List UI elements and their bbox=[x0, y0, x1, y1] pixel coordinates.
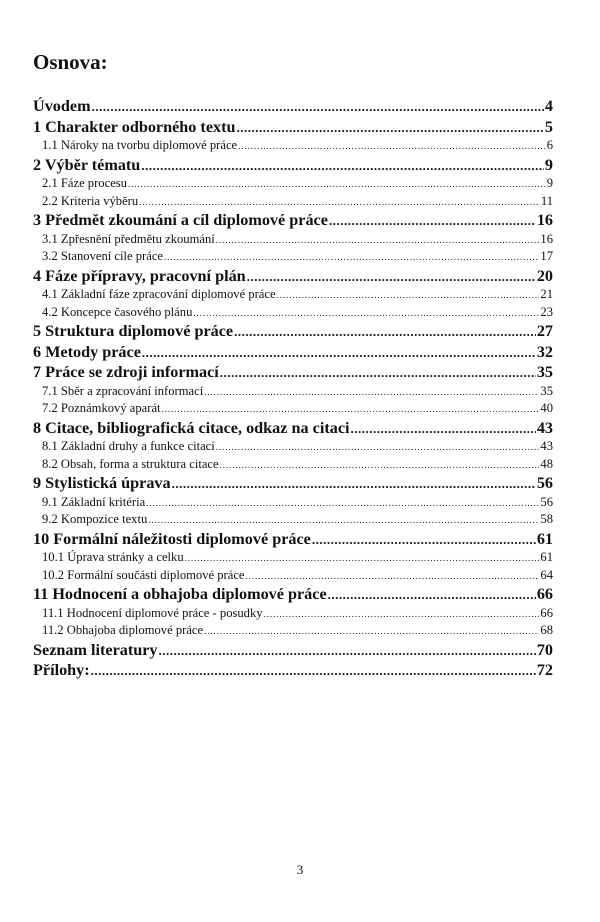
toc-entry-page: 21 bbox=[540, 287, 553, 301]
toc-section-entry bbox=[33, 400, 553, 418]
toc-dot-leader bbox=[277, 286, 540, 305]
toc-dot-leader bbox=[128, 175, 546, 194]
toc-dot-leader bbox=[162, 400, 540, 419]
toc-entry-title: 3.2 Stanovení cíle práce bbox=[42, 249, 163, 263]
toc-chapter-entry bbox=[33, 266, 553, 287]
toc-section-entry bbox=[33, 511, 553, 529]
toc-entry-page: 43 bbox=[540, 439, 553, 453]
toc-section-entry bbox=[33, 137, 553, 155]
toc-entry-title: Přílohy: bbox=[33, 661, 90, 679]
toc-dot-leader bbox=[185, 549, 540, 568]
toc-entry-page: 35 bbox=[540, 383, 553, 398]
toc-entry-page: 58 bbox=[540, 512, 553, 526]
toc-entry-page: 16 bbox=[540, 231, 553, 246]
toc-entry-page: 23 bbox=[540, 304, 553, 319]
toc-dot-leader bbox=[146, 494, 539, 513]
toc-entry-title: 7.1 Sběr a zpracování informací bbox=[42, 383, 204, 398]
toc-entry-title: 8.2 Obsah, forma a struktura citace bbox=[42, 456, 219, 471]
toc-entry-title: 7 Práce se zdroji informací bbox=[33, 363, 219, 381]
page-number: 3 bbox=[296, 862, 304, 877]
toc-entry-page: 56 bbox=[540, 494, 553, 509]
toc-chapter-entry bbox=[33, 96, 553, 117]
toc-entry-title: 1.1 Nároky na tvorbu diplomové práce bbox=[42, 138, 238, 152]
table-of-contents bbox=[33, 96, 553, 681]
toc-entry-page: 9 bbox=[544, 155, 553, 174]
toc-dot-leader bbox=[238, 137, 546, 156]
toc-section-entry bbox=[33, 304, 553, 322]
toc-entry-title: 4 Fáze přípravy, pracovní plán bbox=[33, 266, 246, 285]
toc-dot-leader bbox=[193, 304, 539, 323]
toc-entry-page: 64 bbox=[540, 567, 553, 582]
toc-entry-page: 66 bbox=[536, 585, 553, 603]
toc-entry-page: 20 bbox=[536, 266, 553, 285]
toc-section-entry bbox=[33, 231, 553, 249]
toc-dot-leader bbox=[142, 342, 536, 364]
toc-entry-title: 9 Stylistická úprava bbox=[33, 474, 171, 492]
toc-chapter-entry bbox=[33, 342, 553, 363]
toc-entry-title: 3.1 Zpřesnění předmětu zkoumání bbox=[42, 231, 215, 246]
toc-dot-leader bbox=[220, 362, 536, 384]
toc-dot-leader bbox=[220, 456, 540, 475]
toc-entry-title: 10.1 Úprava stránky a celku bbox=[42, 550, 184, 564]
toc-entry-page: 4 bbox=[544, 97, 553, 115]
toc-section-entry bbox=[33, 248, 553, 266]
toc-dot-leader bbox=[139, 193, 540, 212]
toc-entry-title: 5 Struktura diplomové práce bbox=[33, 322, 234, 340]
toc-entry-title: 2 Výběr tématu bbox=[33, 155, 141, 174]
toc-chapter-entry bbox=[33, 640, 553, 661]
toc-chapter-entry bbox=[33, 210, 553, 231]
toc-dot-leader bbox=[312, 529, 536, 551]
toc-section-entry bbox=[33, 383, 553, 401]
toc-entry-page: 40 bbox=[540, 401, 553, 415]
toc-entry-page: 66 bbox=[540, 605, 553, 620]
toc-chapter-entry bbox=[33, 473, 553, 494]
toc-dot-leader bbox=[328, 584, 536, 606]
toc-entry-page: 72 bbox=[536, 661, 553, 679]
toc-entry-page: 35 bbox=[536, 363, 553, 381]
toc-entry-title: 9.2 Kompozice textu bbox=[42, 512, 148, 526]
toc-dot-leader bbox=[351, 418, 536, 440]
toc-entry-page: 16 bbox=[536, 211, 553, 229]
toc-dot-leader bbox=[246, 567, 540, 586]
toc-entry-page: 61 bbox=[540, 550, 553, 564]
toc-dot-leader bbox=[92, 96, 544, 118]
toc-section-entry bbox=[33, 605, 553, 623]
toc-entry-title: 10 Formální náležitosti diplomové práce bbox=[33, 529, 311, 548]
toc-entry-title: 11 Hodnocení a obhajoba diplomové práce bbox=[33, 585, 327, 603]
toc-dot-leader bbox=[141, 155, 544, 177]
toc-dot-leader bbox=[172, 473, 536, 495]
toc-dot-leader bbox=[264, 605, 540, 624]
toc-entry-title: 2.2 Kriteria výběru bbox=[42, 193, 139, 208]
toc-entry-page: 32 bbox=[536, 342, 553, 361]
toc-entry-title: 8.1 Základní druhy a funkce citací bbox=[42, 439, 215, 453]
toc-entry-page: 70 bbox=[536, 640, 553, 659]
toc-entry-page: 68 bbox=[540, 623, 553, 637]
toc-chapter-entry bbox=[33, 584, 553, 605]
toc-section-entry bbox=[33, 456, 553, 474]
toc-chapter-entry bbox=[33, 362, 553, 383]
toc-dot-leader bbox=[204, 622, 539, 641]
toc-entry-title: 7.2 Poznámkový aparát bbox=[42, 401, 161, 415]
toc-section-entry bbox=[33, 286, 553, 304]
toc-entry-page: 5 bbox=[544, 117, 553, 136]
toc-entry-page: 27 bbox=[536, 322, 553, 340]
toc-entry-title: 2.1 Fáze procesu bbox=[42, 176, 127, 190]
toc-section-entry bbox=[33, 622, 553, 640]
toc-entry-page: 6 bbox=[546, 138, 553, 152]
toc-dot-leader bbox=[216, 231, 540, 250]
toc-entry-title: 6 Metody práce bbox=[33, 342, 141, 361]
toc-dot-leader bbox=[247, 266, 536, 288]
toc-entry-title: 11.2 Obhajoba diplomové práce bbox=[42, 623, 204, 637]
toc-entry-title: 9.1 Základní kritéria bbox=[42, 494, 146, 509]
toc-dot-leader bbox=[329, 210, 536, 232]
toc-entry-title: 3 Předmět zkoumání a cíl diplomové práce bbox=[33, 211, 328, 229]
toc-dot-leader bbox=[237, 117, 544, 139]
toc-entry-page: 61 bbox=[536, 529, 553, 548]
toc-section-entry bbox=[33, 175, 553, 193]
toc-section-entry bbox=[33, 567, 553, 585]
toc-entry-title: 8 Citace, bibliografická citace, odkaz na citaci bbox=[33, 418, 350, 437]
toc-entry-title: 4.2 Koncepce časového plánu bbox=[42, 304, 193, 319]
toc-dot-leader bbox=[159, 640, 536, 662]
toc-dot-leader bbox=[204, 383, 539, 402]
toc-section-entry bbox=[33, 494, 553, 512]
toc-entry-title: 1 Charakter odborného textu bbox=[33, 117, 236, 136]
toc-entry-page: 11 bbox=[540, 193, 553, 208]
toc-entry-page: 43 bbox=[536, 418, 553, 437]
toc-chapter-entry bbox=[33, 660, 553, 681]
toc-entry-page: 56 bbox=[536, 474, 553, 492]
toc-dot-leader bbox=[91, 660, 536, 682]
toc-chapter-entry bbox=[33, 117, 553, 138]
toc-dot-leader bbox=[234, 321, 536, 343]
toc-entry-title: Seznam literatury bbox=[33, 640, 158, 659]
toc-chapter-entry bbox=[33, 321, 553, 342]
toc-entry-title: 11.1 Hodnocení diplomové práce - posudky bbox=[42, 605, 263, 620]
toc-section-entry bbox=[33, 193, 553, 211]
toc-heading: Osnova: bbox=[33, 50, 108, 74]
toc-dot-leader bbox=[216, 438, 540, 457]
toc-entry-title: 10.2 Formální součásti diplomové práce bbox=[42, 567, 245, 582]
toc-entry-title: Úvodem bbox=[33, 97, 91, 115]
toc-chapter-entry bbox=[33, 418, 553, 439]
toc-chapter-entry bbox=[33, 155, 553, 176]
toc-section-entry bbox=[33, 438, 553, 456]
toc-chapter-entry bbox=[33, 529, 553, 550]
toc-dot-leader bbox=[164, 248, 539, 267]
toc-entry-page: 48 bbox=[540, 456, 553, 471]
toc-entry-page: 17 bbox=[540, 249, 553, 263]
toc-dot-leader bbox=[148, 511, 539, 530]
toc-entry-page: 9 bbox=[546, 176, 553, 190]
toc-section-entry bbox=[33, 549, 553, 567]
toc-entry-title: 4.1 Základní fáze zpracování diplomové práce bbox=[42, 287, 276, 301]
